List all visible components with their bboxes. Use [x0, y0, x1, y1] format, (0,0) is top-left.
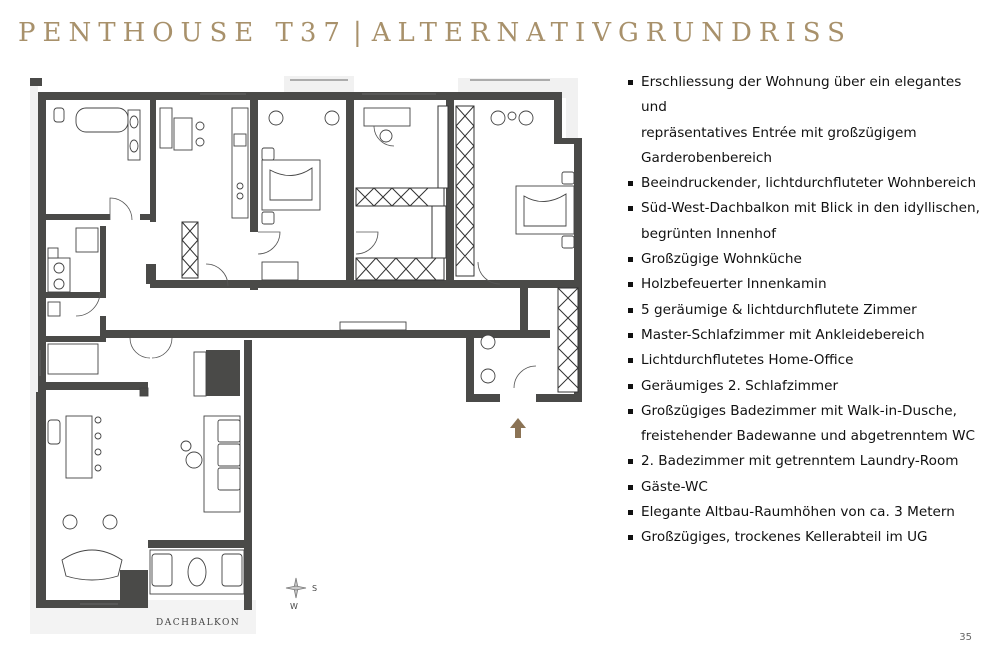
bedroom-furniture	[262, 108, 574, 383]
feature-item: Großzügige Wohnküche	[624, 247, 984, 272]
feature-item: Großzügiges Badezimmer mit Walk-in-Dusche, freistehender Badewanne und abgetrenntem WC	[624, 399, 984, 450]
balcony-label: DACHBALKON	[156, 618, 241, 628]
page-number: 35	[959, 632, 972, 643]
feature-item: Großzügiges, trockenes Kellerabteil im UG	[624, 525, 984, 550]
feature-item: Elegante Altbau-Raumhöhen von ca. 3 Metern	[624, 500, 984, 525]
feature-item: Master-Schlafzimmer mit Ankleidebereich	[624, 323, 984, 348]
title-separator: |	[352, 18, 362, 48]
walls	[30, 78, 582, 610]
compass-w-label: W	[290, 602, 298, 611]
compass-icon	[286, 578, 306, 598]
feature-item: Gäste-WC	[624, 475, 984, 500]
feature-item: Geräumiges 2. Schlafzimmer	[624, 374, 984, 399]
title-sub: ALTERNATIVGRUNDRISS	[371, 18, 852, 48]
compass-s-label: S	[312, 584, 318, 593]
feature-item: Beeindruckender, lichtdurchfluteter Wohnbereich	[624, 171, 984, 196]
title-main: PENTHOUSE T37	[18, 18, 347, 48]
feature-item: Holzbefeuerter Innenkamin	[624, 272, 984, 297]
feature-item: 5 geräumige & lichtdurchflutete Zimmer	[624, 298, 984, 323]
kitchen-fixtures	[160, 108, 248, 218]
feature-item: 2. Badezimmer mit getrenntem Laundry-Room	[624, 449, 984, 474]
feature-item: Süd-West-Dachbalkon mit Blick in den idyllischen, begrünten Innenhof	[624, 196, 984, 247]
feature-list	[624, 70, 984, 551]
feature-item: Erschliessung der Wohnung über ein elegantes und repräsentatives Entrée mit großzügigem Garderobenbereich	[624, 70, 984, 171]
entrance-arrow-icon	[510, 418, 526, 438]
feature-item: Lichtdurchflutetes Home-Office	[624, 348, 984, 373]
